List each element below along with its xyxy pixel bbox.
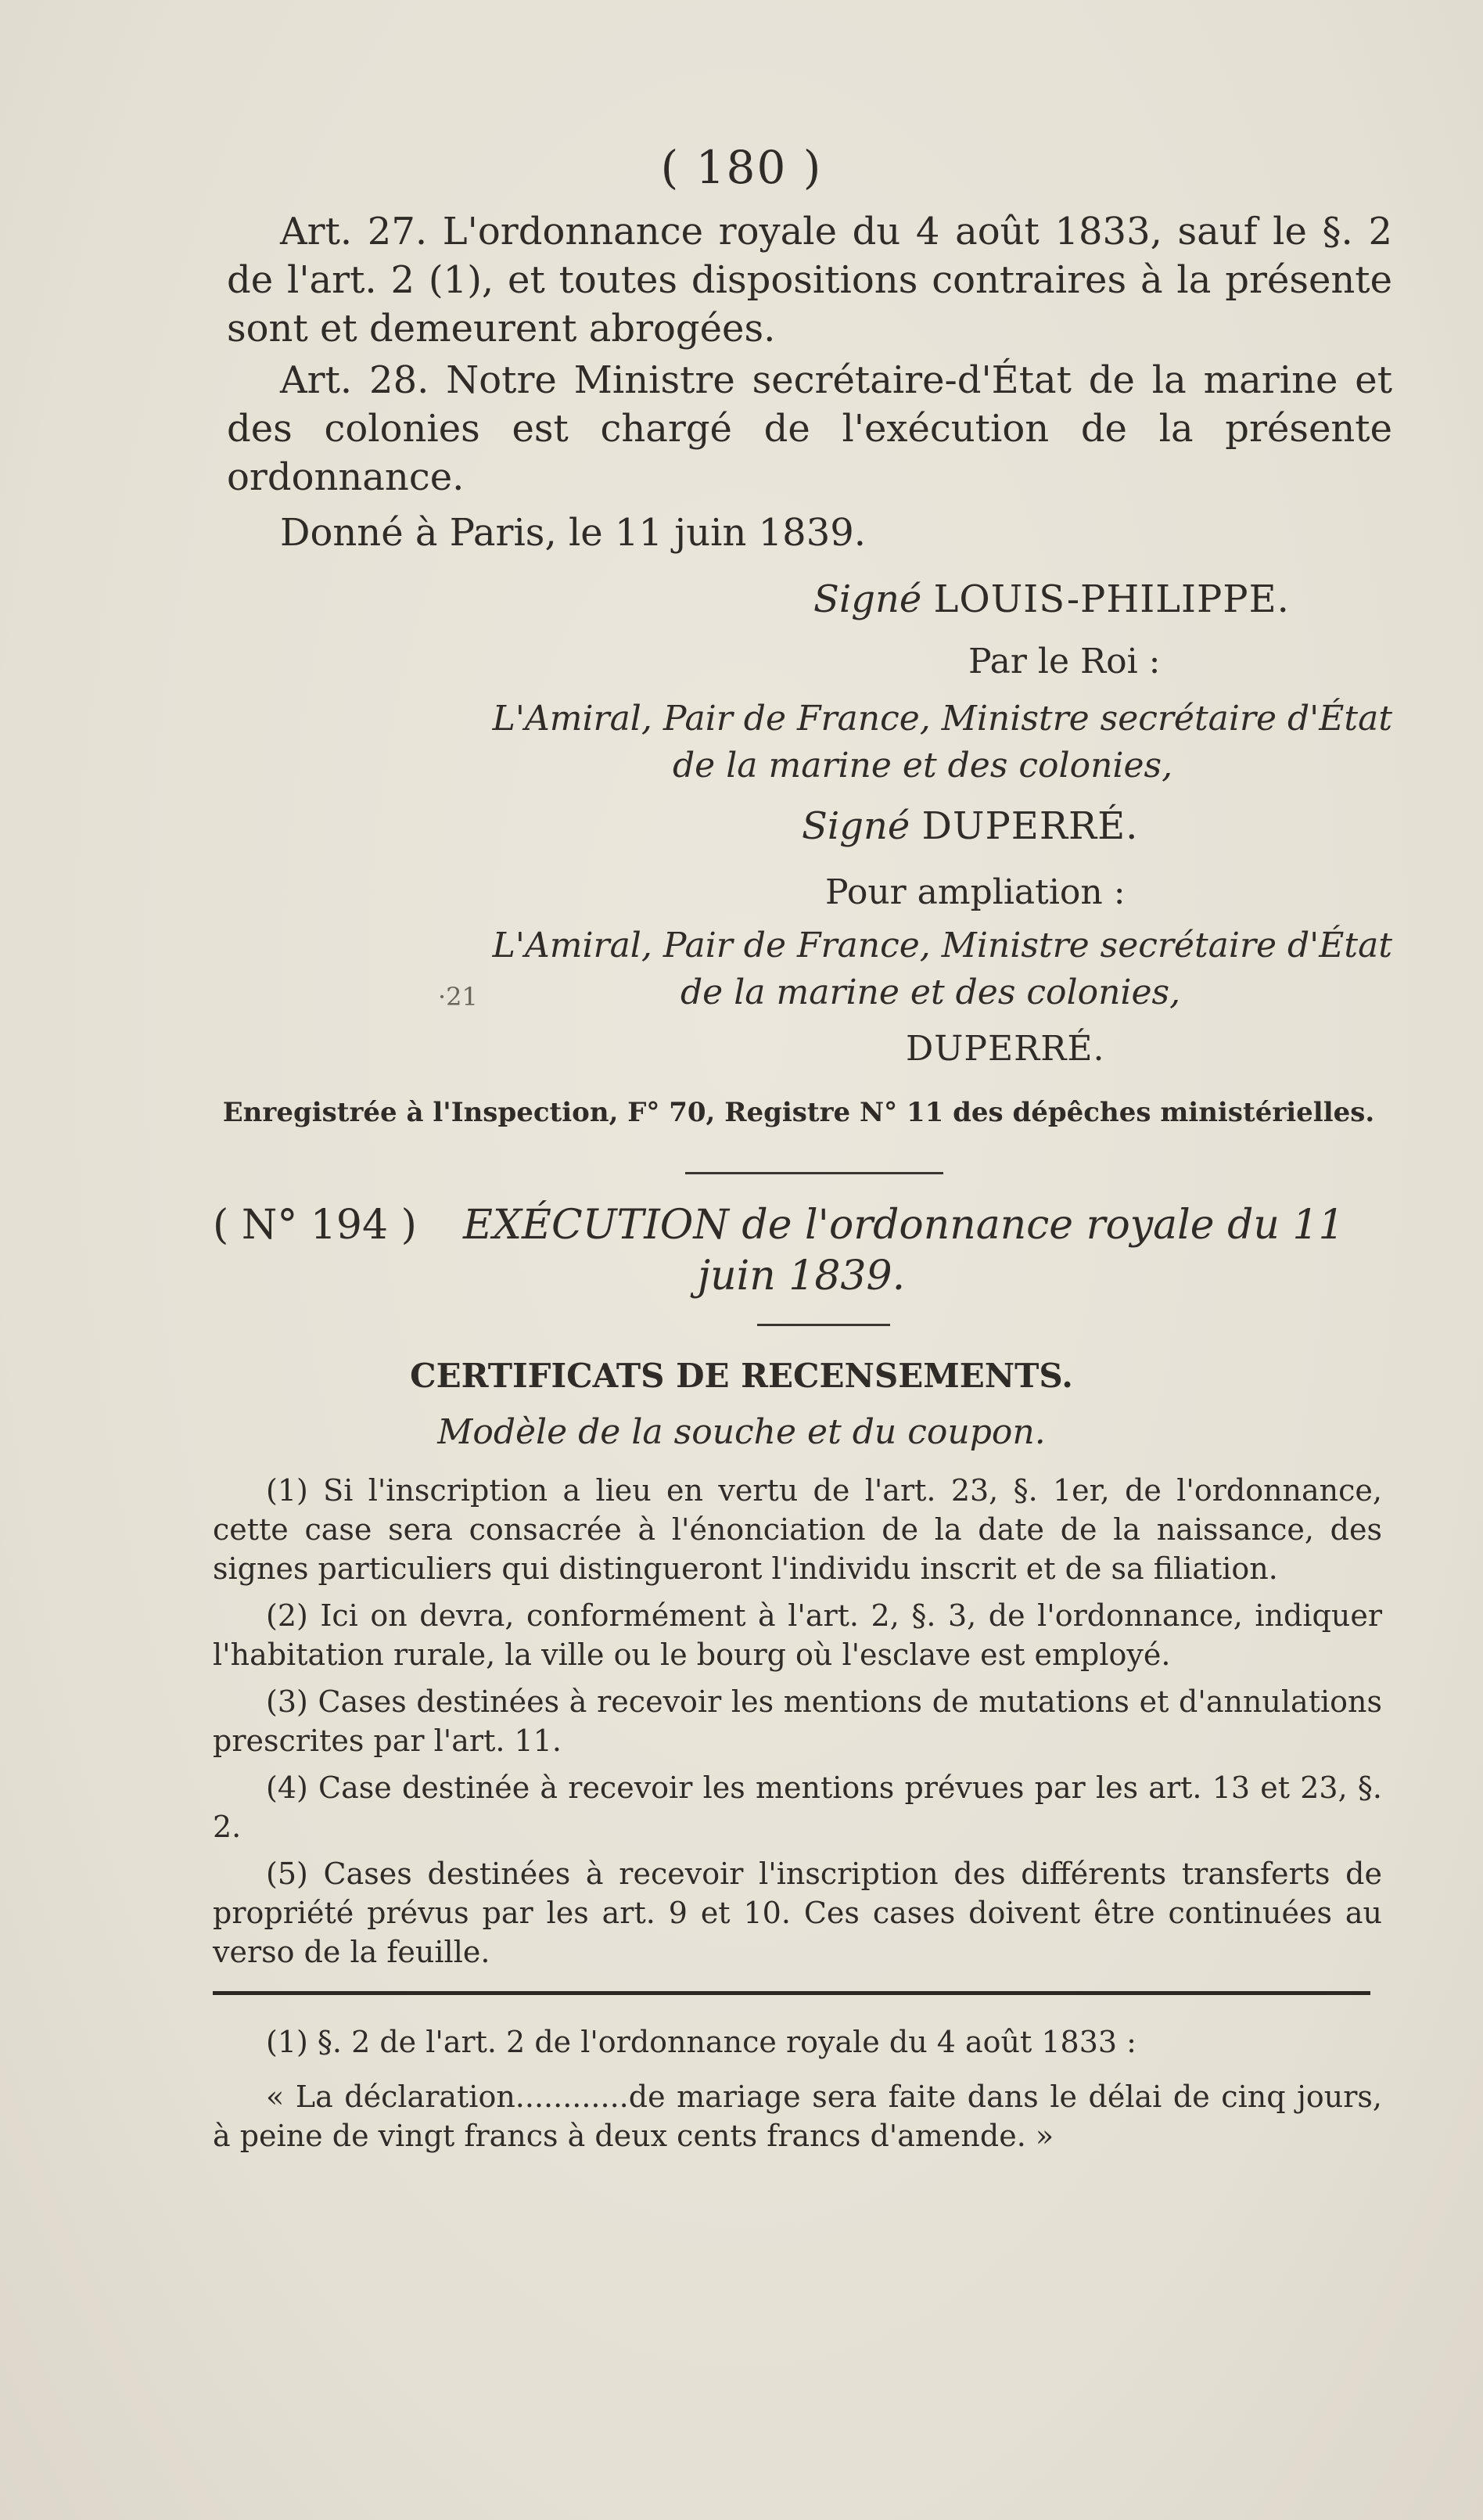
- order-title-line-1: EXÉCUTION de l'ordonnance royale du 11: [463, 1202, 1345, 1249]
- amiral-line-3: L'Amiral, Pair de France, Ministre secrétaire d'État: [492, 926, 1392, 965]
- duperre-final: DUPERRÉ.: [906, 1029, 1105, 1069]
- article-27: Art. 27. L'ordonnance royale du 4 août 1833, sauf le §. 2 de l'art. 2 (1), et toutes dispositions contraires à la présente sont et demeurent abrogées.: [227, 210, 1392, 350]
- margin-mark: ·21: [438, 982, 478, 1012]
- article-28: Art. 28. Notre Ministre secrétaire-d'État de la marine et des colonies est chargé de l'exécution de la présente ordonnance.: [227, 358, 1392, 499]
- date-given: Donné à Paris, le 11 juin 1839.: [280, 511, 867, 555]
- divider-short: [757, 1324, 890, 1326]
- footnote-ref: (1) §. 2 de l'art. 2 de l'ordonnance royale du 4 août 1833 :: [266, 2025, 1136, 2059]
- amiral-line-4: de la marine et des colonies,: [680, 972, 1181, 1012]
- note-2: (2) Ici on devra, conformément à l'art. 2, §. 3, de l'ordonnance, indiquer l'habitation rurale, la ville ou le bourg où l'esclave est employé.: [213, 1598, 1382, 1672]
- divider-top: [685, 1172, 943, 1174]
- footnote-quote: « La déclaration............de mariage sera faite dans le délai de cinq jours, à peine de vingt francs à deux cents francs d'amende. »: [213, 2080, 1382, 2153]
- page-number: ( 180 ): [660, 141, 823, 194]
- amiral-line-2: de la marine et des colonies,: [673, 746, 1173, 785]
- note-1: (1) Si l'inscription a lieu en vertu de l'art. 23, §. 1er, de l'ordonnance, cette case sera consacrée à l'énonciation de la date de la naissance, des signes particuliers qui distingueront l'individu inscrit et de sa filiation.: [213, 1473, 1382, 1586]
- signature-king: [813, 575, 1290, 624]
- amiral-line-1: L'Amiral, Pair de France, Ministre secrétaire d'État: [492, 699, 1392, 739]
- order-number: ( N° 194 ): [213, 1202, 417, 1249]
- signe-label: Signé: [813, 577, 922, 621]
- section-subheading: Modèle de la souche et du coupon.: [437, 1412, 1046, 1452]
- footnote-divider: [213, 1991, 1370, 1995]
- duperre-name: DUPERRÉ.: [921, 804, 1139, 848]
- note-5: (5) Cases destinées à recevoir l'inscription des différents transferts de propriété prévus par les art. 9 et 10. Ces cases doivent être continuées au verso de la feuille.: [213, 1857, 1382, 1969]
- note-4: (4) Case destinée à recevoir les mentions prévues par les art. 13 et 23, §. 2.: [213, 1770, 1382, 1844]
- king-name: LOUIS-PHILIPPE.: [933, 577, 1290, 621]
- pour-ampliation: Pour ampliation :: [825, 872, 1126, 912]
- registration-note: Enregistrée à l'Inspection, F° 70, Registre N° 11 des dépêches ministérielles.: [222, 1097, 1375, 1128]
- note-3: (3) Cases destinées à recevoir les mentions de mutations et d'annulations prescrites par l'art. 11.: [213, 1684, 1382, 1758]
- order-title-line-2: juin 1839.: [698, 1253, 906, 1300]
- signe-label-2: Signé: [802, 804, 910, 848]
- signature-duperre: [802, 802, 1138, 850]
- par-le-roi: Par le Roi :: [968, 642, 1161, 681]
- section-heading: CERTIFICATS DE RECENSEMENTS.: [410, 1357, 1073, 1395]
